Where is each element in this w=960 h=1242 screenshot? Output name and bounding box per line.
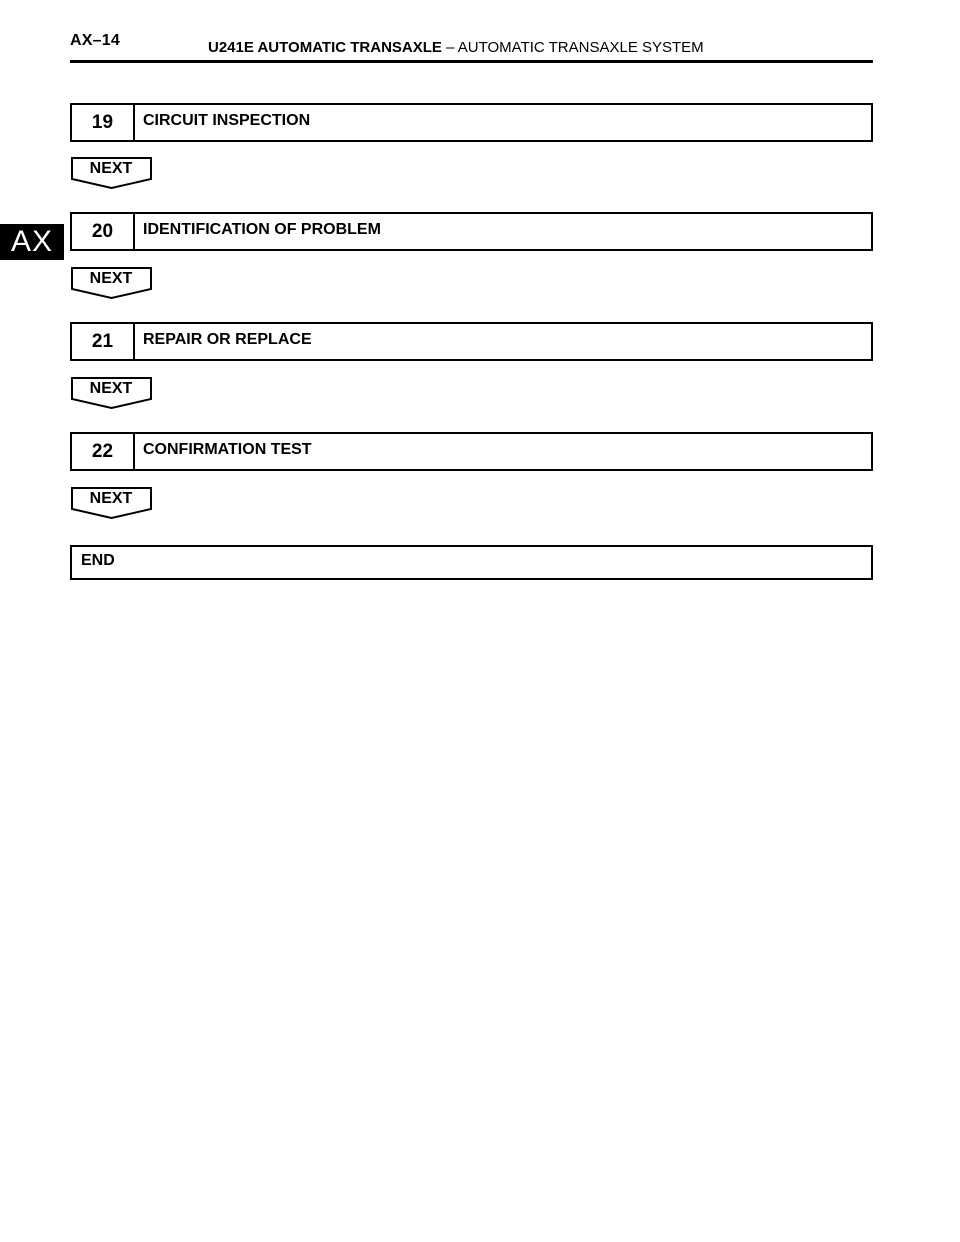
next-label: NEXT: [89, 490, 133, 507]
step-label: CONFIRMATION TEST: [143, 440, 312, 458]
step-number: 20: [72, 214, 135, 249]
step-number: 19: [72, 105, 135, 140]
end-box: END: [70, 545, 873, 580]
next-label: NEXT: [89, 160, 133, 177]
page-title-system: AUTOMATIC TRANSAXLE SYSTEM: [457, 39, 704, 56]
section-tab: AX: [0, 224, 64, 260]
next-label: NEXT: [89, 270, 133, 287]
step-21-box: [70, 322, 873, 361]
step-label: CIRCUIT INSPECTION: [143, 111, 311, 129]
step-19-box: [70, 103, 873, 142]
step-label: REPAIR OR REPLACE: [143, 330, 312, 348]
next-arrow-1: [71, 157, 153, 187]
next-arrow-3: [71, 377, 153, 407]
step-label: IDENTIFICATION OF PROBLEM: [143, 220, 381, 238]
next-label: NEXT: [89, 380, 133, 397]
step-number: 22: [72, 434, 135, 469]
next-arrow-2: [71, 267, 153, 297]
page-title-separator: –: [441, 39, 458, 56]
page-title-section: U241E AUTOMATIC TRANSAXLE: [208, 39, 442, 56]
step-22-box: [70, 432, 873, 471]
page-number: AX–14: [70, 32, 120, 49]
page-title: [208, 39, 704, 56]
step-20-box: [70, 212, 873, 251]
page-header: [70, 30, 873, 63]
next-arrow-4: [71, 487, 153, 517]
step-number: 21: [72, 324, 135, 359]
